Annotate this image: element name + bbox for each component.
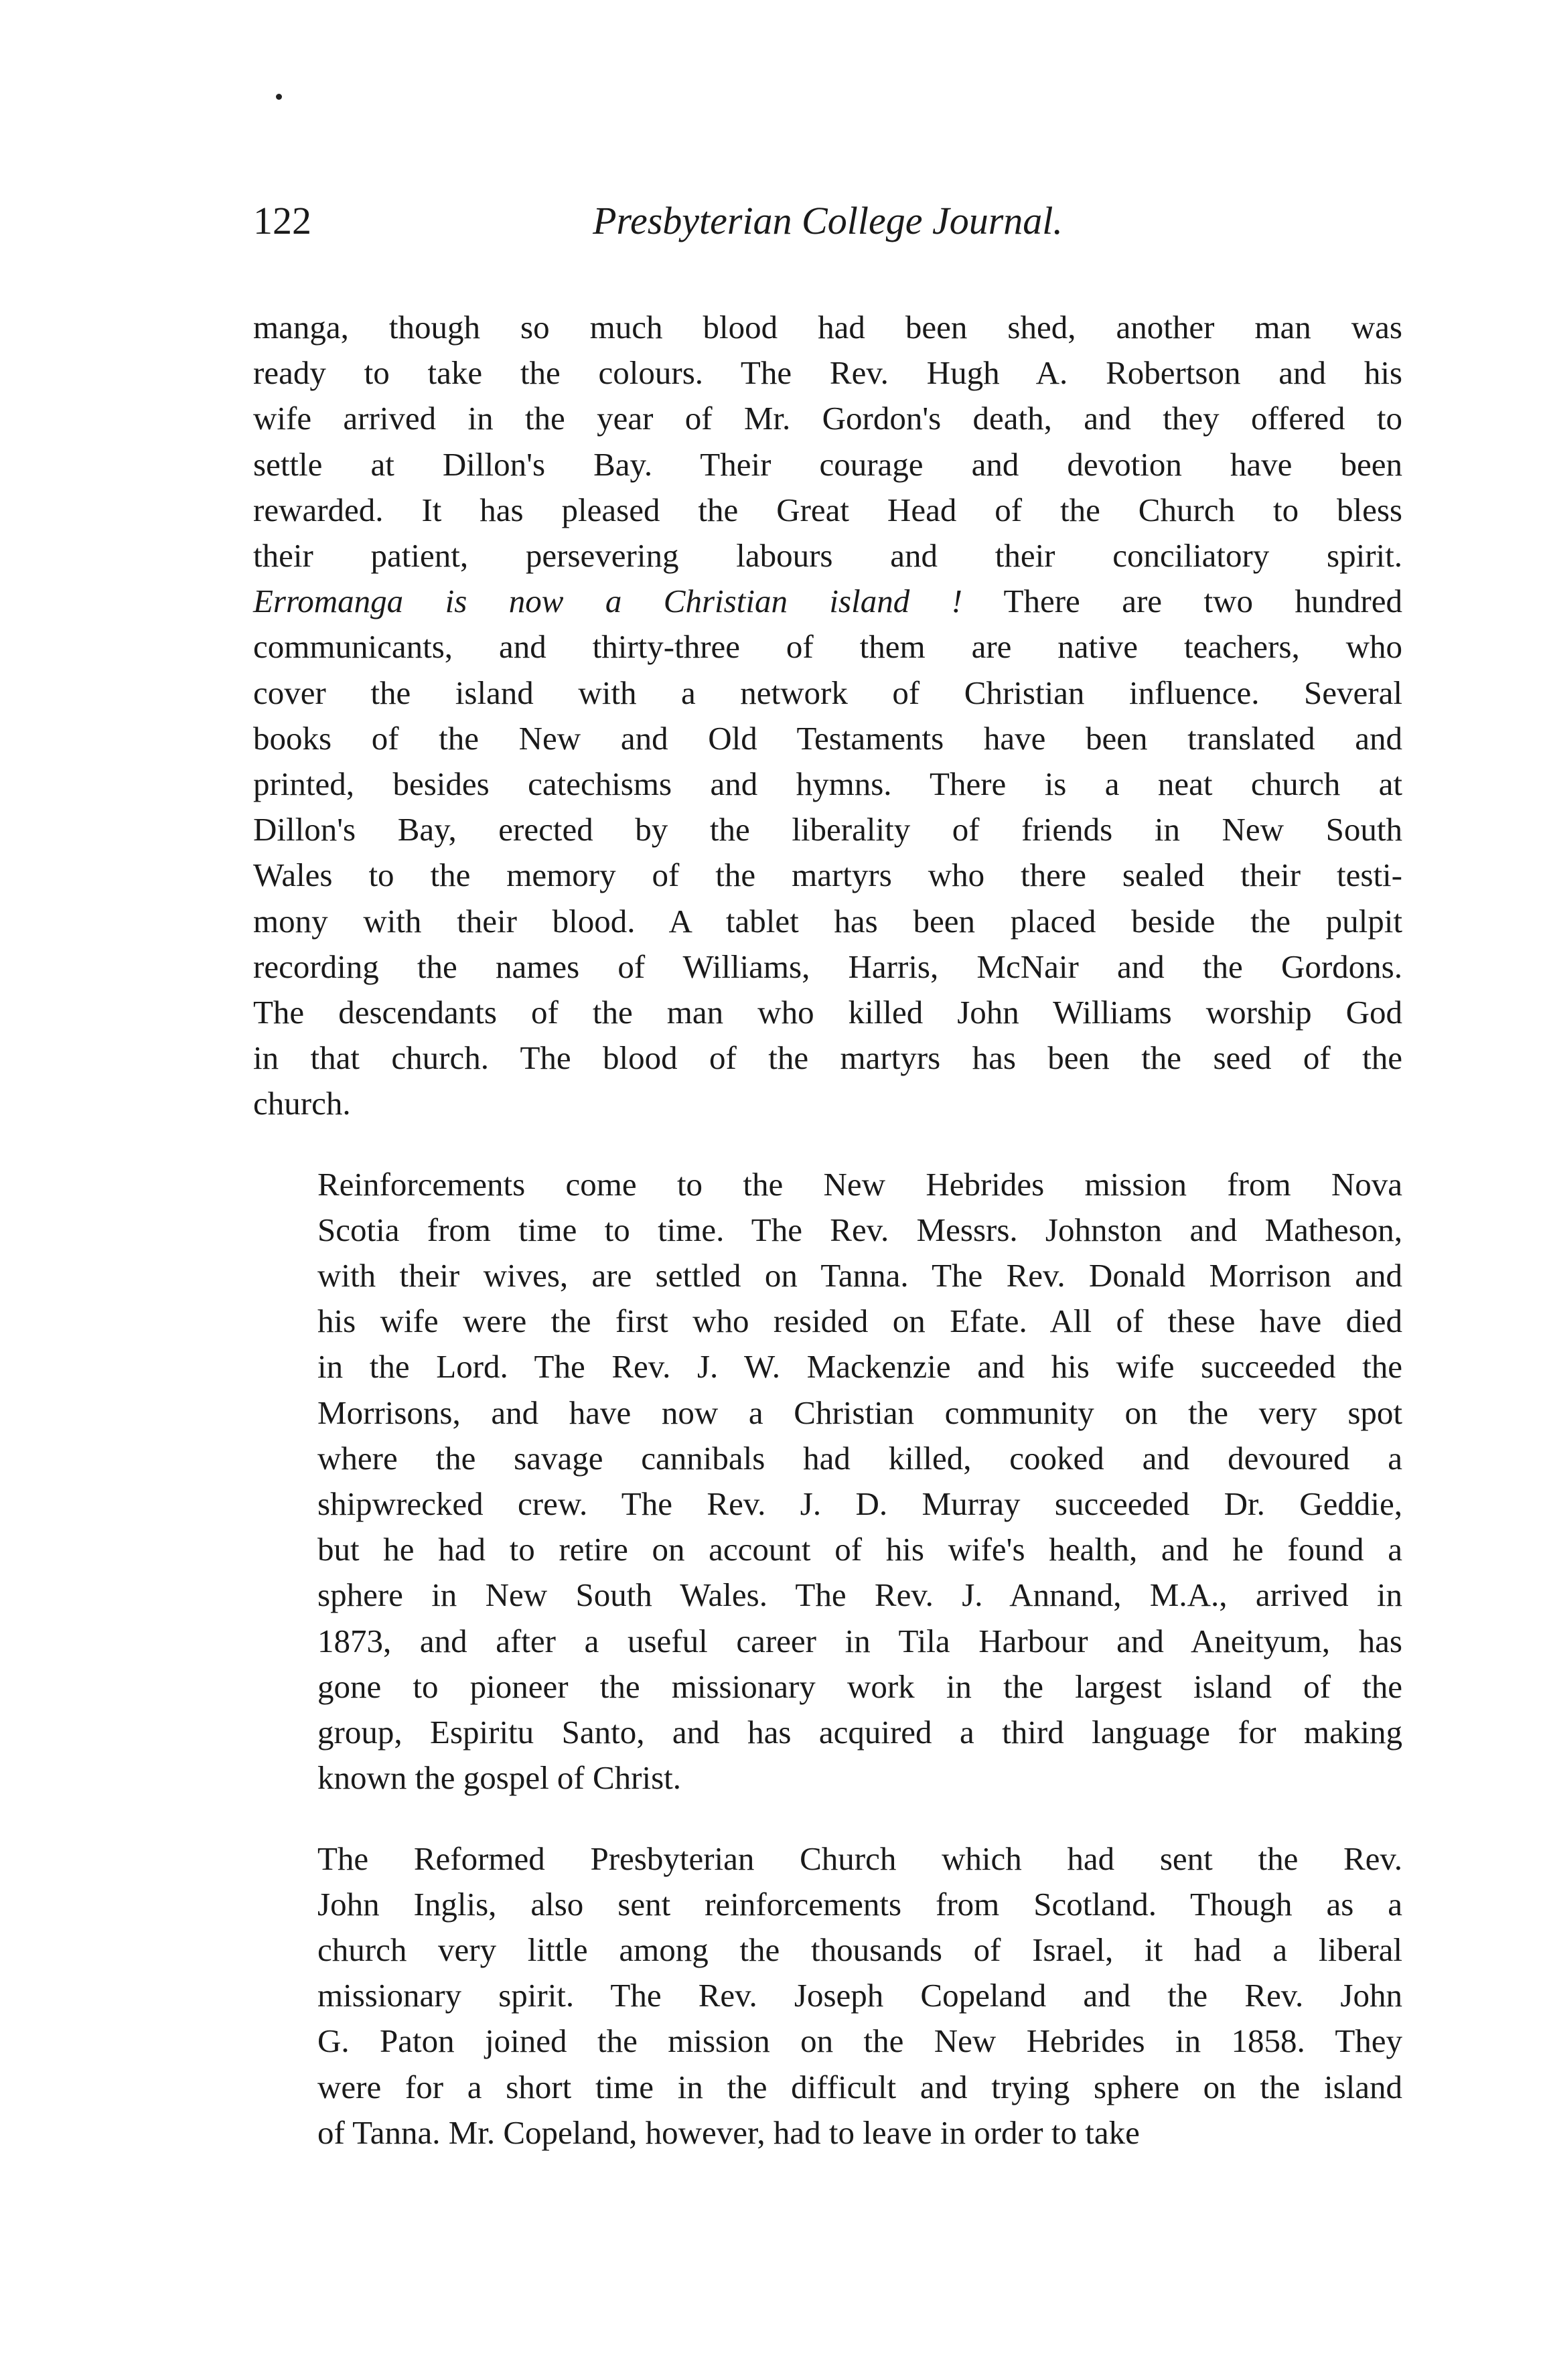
page-number: 122 <box>253 199 311 242</box>
page-dot-mark <box>276 94 282 100</box>
line-remainder: There are two hundred <box>962 583 1402 620</box>
text-line: but he had to retire on account of his wife's health, and he found a <box>317 1531 1402 1568</box>
text-line: in the Lord. The Rev. J. W. Mackenzie and his wife succeeded the <box>317 1348 1402 1386</box>
text-line: mony with their blood. A tablet has been placed beside the pulpit <box>253 902 1402 940</box>
running-title: Presbyterian College Journal. <box>593 199 1063 242</box>
text-line: ready to take the colours. The Rev. Hugh A. Robertson and his <box>253 354 1402 392</box>
text-line: printed, besides catechisms and hymns. There is a neat church at <box>253 765 1402 803</box>
text-line: wife arrived in the year of Mr. Gordon's death, and they offered to <box>253 400 1402 437</box>
text-line: The descendants of the man who killed John Williams worship God <box>253 994 1402 1031</box>
text-line: their patient, persevering labours and their conciliatory spirit. <box>253 537 1402 575</box>
text-line: missionary spirit. The Rev. Joseph Copeland and the Rev. John <box>317 1977 1402 2014</box>
italic-phrase: Erromanga is now a Christian island ! <box>253 583 962 620</box>
paragraph <box>253 1162 1402 1801</box>
paragraph <box>253 1836 1402 2156</box>
text-line: church very little among the thousands of Israel, it had a liberal <box>317 1931 1402 1968</box>
text-line: 1873, and after a useful career in Tila Harbour and Aneityum, has <box>317 1622 1402 1659</box>
text-line: recording the names of Williams, Harris, McNair and the Gordons. <box>253 948 1402 985</box>
text-line: communicants, and thirty-three of them are native teachers, who <box>253 628 1402 666</box>
page-header <box>253 194 1402 254</box>
text-line <box>253 579 1402 624</box>
text-line: Dillon's Bay, erected by the liberality of friends in New South <box>253 811 1402 848</box>
text-line: Morrisons, and have now a Christian community on the very spot <box>317 1394 1402 1431</box>
body-text <box>253 305 1402 2156</box>
text-line: church. <box>253 1085 351 1122</box>
text-line: shipwrecked crew. The Rev. J. D. Murray succeeded Dr. Geddie, <box>317 1485 1402 1523</box>
text-line: where the savage cannibals had killed, cooked and devoured a <box>317 1439 1402 1477</box>
text-line: John Inglis, also sent reinforcements from Scotland. Though as a <box>317 1885 1402 1923</box>
paragraph <box>253 305 1402 1127</box>
text-line: sphere in New South Wales. The Rev. J. Annand, M.A., arrived in <box>317 1576 1402 1614</box>
text-line: rewarded. It has pleased the Great Head of the Church to bless <box>253 491 1402 528</box>
text-line: manga, though so much blood had been shed, another man was <box>253 309 1402 346</box>
text-line: known the gospel of Christ. <box>317 1759 682 1797</box>
text-line: were for a short time in the difficult and trying sphere on the island <box>317 2068 1402 2105</box>
text-line: group, Espiritu Santo, and has acquired a third language for making <box>317 1714 1402 1751</box>
text-line: with their wives, are settled on Tanna. The Rev. Donald Morrison and <box>317 1257 1402 1294</box>
text-line: in that church. The blood of the martyrs has been the seed of the <box>253 1039 1402 1077</box>
text-line: his wife were the first who resided on Efate. All of these have died <box>317 1303 1402 1340</box>
text-line: Wales to the memory of the martyrs who there sealed their testi- <box>253 857 1402 894</box>
text-line: books of the New and Old Testaments have been translated and <box>253 719 1402 757</box>
text-line: G. Paton joined the mission on the New Hebrides in 1858. They <box>317 2022 1402 2060</box>
text-line: The Reformed Presbyterian Church which had sent the Rev. <box>317 1840 1402 1877</box>
text-line: gone to pioneer the missionary work in the largest island of the <box>317 1667 1402 1705</box>
text-line: cover the island with a network of Christian influence. Several <box>253 674 1402 711</box>
book-page <box>253 0 1402 2380</box>
text-line: settle at Dillon's Bay. Their courage and devotion have been <box>253 445 1402 483</box>
text-line: Scotia from time to time. The Rev. Messrs. Johnston and Matheson, <box>317 1211 1402 1248</box>
text-line: of Tanna. Mr. Copeland, however, had to leave in order to take <box>317 2113 1140 2151</box>
text-line: Reinforcements come to the New Hebrides mission from Nova <box>317 1165 1402 1203</box>
